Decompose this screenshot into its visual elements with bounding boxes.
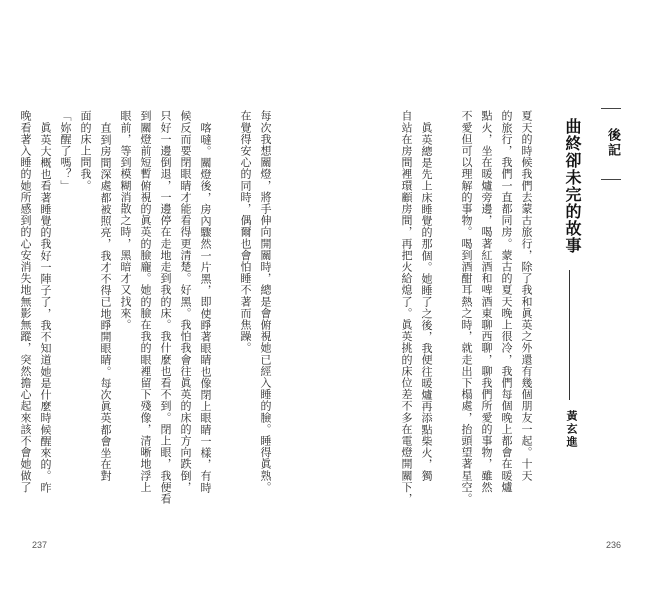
author-name: 黃玄進 — [565, 410, 578, 449]
title-rule — [569, 270, 570, 400]
left-line: 每次我想關燈，將手伸向開關時，總是會俯視她已經入睡的臉。睡得眞熟。 — [259, 110, 272, 493]
right-line: 不愛但可以理解的事物。喝到酒酣耳熱之時，就走出下榻處，抬頭望著星空。 — [460, 110, 473, 505]
page-number-left: 237 — [32, 540, 48, 550]
left-line: 面的床上問我。 — [79, 110, 92, 192]
right-line: 的旅行，我們一直都同房。蒙古的夏天晚上很冷，我們每個晚上都會在暖爐 — [500, 110, 513, 493]
left-line: 候反而要閉眼睛才能看得更清楚。好黑。我怕我會往眞英的床的方向跌倒， — [179, 110, 192, 493]
left-line: 眼前，等到模糊消散之時，黑暗才又找來。 — [119, 110, 132, 331]
chapter-header: 後記 — [605, 128, 620, 158]
page-number-right: 236 — [606, 540, 622, 550]
left-line: 到關燈前短暫俯視的眞英的臉龐。她的臉在我的眼裡留下殘像，清晰地浮上 — [139, 110, 152, 493]
left-line: 「妳醒了嗎？」 — [59, 110, 72, 192]
right-line: 點火，坐在暖爐旁邊，喝著紅酒和啤酒東聊西聊，聊我們所愛的事物，雖然 — [480, 110, 493, 493]
left-line: 眞英大概也看著睡覺的我好一陣子了，我不知道她是什麼時候醒來的。昨 — [39, 122, 52, 494]
right-line: 自站在房間裡環顧房間，再把火給熄了。眞英挑的床位差不多在電燈開關下， — [400, 110, 413, 505]
right-line: 眞英總是先上床睡覺的那個。她睡了之後，我便往暖爐再添點柴火，獨 — [420, 122, 433, 482]
left-line: 只好一邊倒退，一邊停在走地走到我的床。我什麼也看不到。閉上眼，我便看 — [159, 110, 172, 505]
left-line: 在覺得安心的同時，偶爾也會怕睡不著而焦躁。 — [239, 110, 252, 354]
essay-title: 曲終卻未完的故事 — [563, 118, 582, 254]
left-line: 晚看著入睡的她所感到的心安消失地無影無蹤，突然擔心起來該不會她做了 — [19, 110, 32, 493]
left-line: 喀噠。關燈後，房內驟然一片黑，即使睜著眼睛也像閉上眼睛一樣，有時 — [199, 122, 212, 494]
right-line: 夏天的時候我們去蒙古旅行，除了我和眞英之外還有幾個朋友一起。十天 — [520, 110, 533, 482]
left-line: 直到房間深處都被照亮，我才不得已地睜開眼睛。每次眞英都會坐在對 — [99, 122, 112, 482]
